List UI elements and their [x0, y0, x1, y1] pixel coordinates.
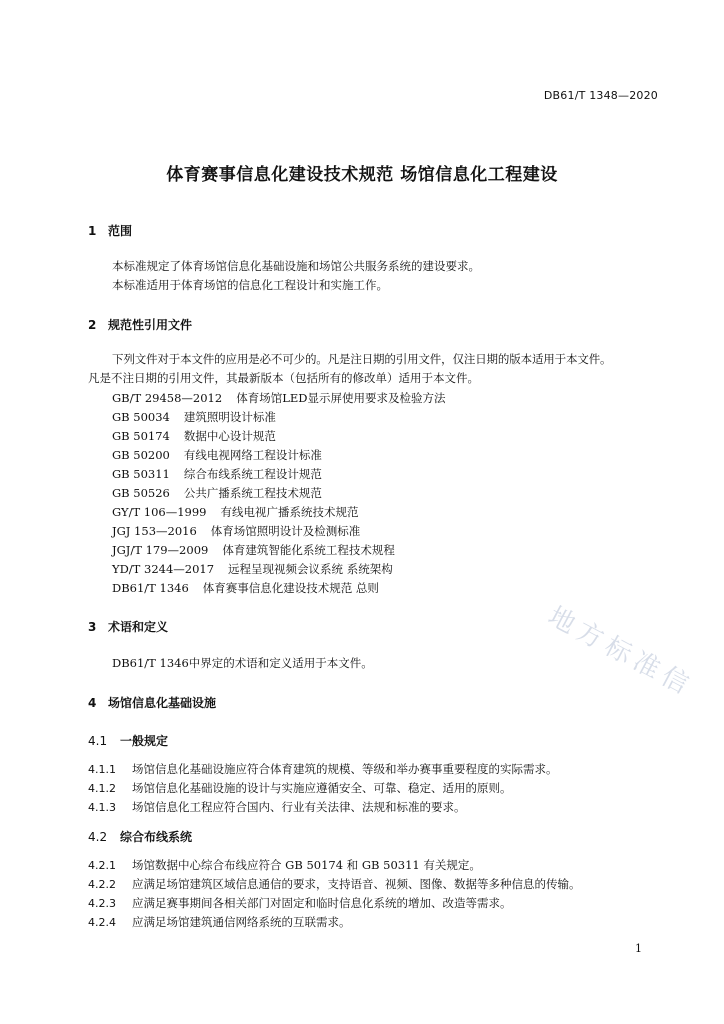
reference-title: 远程呈现视频会议系统 系统架构 — [228, 562, 393, 576]
subsection-number: 4.1 — [88, 734, 108, 748]
reference-item — [112, 523, 360, 539]
clause-text: 场馆信息化基础设施应符合体育建筑的规模、等级和举办赛事重要程度的实际需求。 — [132, 762, 558, 776]
clause-text: 场馆信息化工程应符合国内、行业有关法律、法规和标准的要求。 — [132, 800, 466, 814]
reference-item — [112, 561, 393, 577]
paragraph: 凡是不注日期的引用文件，其最新版本（包括所有的修改单）适用于本文件。 — [88, 371, 479, 385]
reference-code: YD/T 3244—2017 — [112, 562, 215, 576]
watermark: 地方标准信 — [543, 601, 699, 703]
clause-number: 4.2.3 — [88, 897, 116, 910]
section-number: 2 — [88, 318, 97, 332]
reference-title: 有线电视网络工程设计标准 — [183, 448, 322, 462]
reference-code: GB 50526 — [112, 486, 170, 500]
clause-text: 应满足赛事期间各相关部门对固定和临时信息化系统的增加、改造等需求。 — [132, 896, 512, 910]
clause-number: 4.2.1 — [88, 859, 116, 872]
section-title: 规范性引用文件 — [108, 318, 193, 332]
reference-item — [112, 447, 322, 463]
reference-code: JGJ/T 179—2009 — [112, 543, 209, 557]
clause-number: 4.1.3 — [88, 801, 116, 814]
section-title: 范围 — [108, 224, 133, 238]
clause-text: 场馆数据中心综合布线应符合 GB 50174 和 GB 50311 有关规定。 — [132, 858, 481, 872]
reference-item — [112, 504, 359, 520]
section-number: 3 — [88, 620, 97, 634]
clause — [88, 895, 512, 911]
subsection-4-2-heading — [88, 828, 192, 845]
doc-number: DB61/T 1348—2020 — [543, 89, 658, 102]
paragraph: DB61/T 1346中界定的术语和定义适用于本文件。 — [112, 656, 373, 670]
section-2-heading — [88, 316, 192, 333]
document-title: 体育赛事信息化建设技术规范 场馆信息化工程建设 — [166, 165, 558, 185]
reference-item — [112, 580, 379, 596]
reference-title: 综合布线系统工程设计规范 — [183, 467, 322, 481]
reference-code: GB 50200 — [112, 448, 170, 462]
clause — [88, 914, 351, 930]
clause-number: 4.2.2 — [88, 878, 116, 891]
reference-item — [112, 409, 276, 425]
section-3-heading — [88, 618, 168, 635]
subsection-number: 4.2 — [88, 830, 108, 844]
reference-code: GB/T 29458—2012 — [112, 391, 223, 405]
reference-code: JGJ 153—2016 — [112, 524, 197, 538]
reference-title: 公共广播系统工程技术规范 — [183, 486, 322, 500]
reference-item — [112, 466, 322, 482]
reference-code: GB 50311 — [112, 467, 170, 481]
reference-title: 体育场馆照明设计及检测标准 — [210, 524, 361, 538]
clause-number: 4.1.1 — [88, 763, 116, 776]
reference-item — [112, 485, 322, 501]
clause — [88, 780, 512, 796]
clause — [88, 761, 558, 777]
section-number: 1 — [88, 224, 97, 238]
clause-text: 场馆信息化基础设施的设计与实施应遵循安全、可靠、稳定、适用的原则。 — [132, 781, 512, 795]
subsection-4-1-heading — [88, 732, 168, 749]
reference-title: 数据中心设计规范 — [183, 429, 276, 443]
section-number: 4 — [88, 696, 97, 710]
page-number: 1 — [635, 942, 642, 955]
section-1-heading — [88, 222, 132, 239]
reference-item — [112, 390, 445, 406]
paragraph: 下列文件对于本文件的应用是必不可少的。凡是注日期的引用文件，仅注日期的版本适用于本文件。 — [112, 352, 612, 366]
clause-text: 应满足场馆建筑通信网络系统的互联需求。 — [132, 915, 351, 929]
reference-item — [112, 542, 395, 558]
clause-number: 4.2.4 — [88, 916, 116, 929]
reference-item — [112, 428, 276, 444]
reference-code: GB 50034 — [112, 410, 170, 424]
reference-title: 体育建筑智能化系统工程技术规程 — [222, 543, 395, 557]
clause — [88, 857, 481, 873]
reference-code: GB 50174 — [112, 429, 170, 443]
clause — [88, 876, 581, 892]
clause-number: 4.1.2 — [88, 782, 116, 795]
section-title: 场馆信息化基础设施 — [108, 696, 217, 710]
paragraph: 本标准适用于体育场馆的信息化工程设计和实施工作。 — [112, 278, 388, 292]
subsection-title: 综合布线系统 — [120, 830, 193, 844]
reference-code: GY/T 106—1999 — [112, 505, 207, 519]
reference-code: DB61/T 1346 — [112, 581, 189, 595]
paragraph: 本标准规定了体育场馆信息化基础设施和场馆公共服务系统的建设要求。 — [112, 259, 480, 273]
subsection-title: 一般规定 — [120, 734, 169, 748]
reference-title: 体育场馆LED显示屏使用要求及检验方法 — [236, 391, 446, 405]
reference-title: 体育赛事信息化建设技术规范 总则 — [202, 581, 379, 595]
reference-title: 建筑照明设计标准 — [183, 410, 276, 424]
reference-title: 有线电视广播系统技术规范 — [220, 505, 359, 519]
section-4-heading — [88, 694, 216, 711]
clause — [88, 799, 466, 815]
section-title: 术语和定义 — [108, 620, 169, 634]
clause-text: 应满足场馆建筑区域信息通信的要求，支持语音、视频、图像、数据等多种信息的传输。 — [132, 877, 581, 891]
